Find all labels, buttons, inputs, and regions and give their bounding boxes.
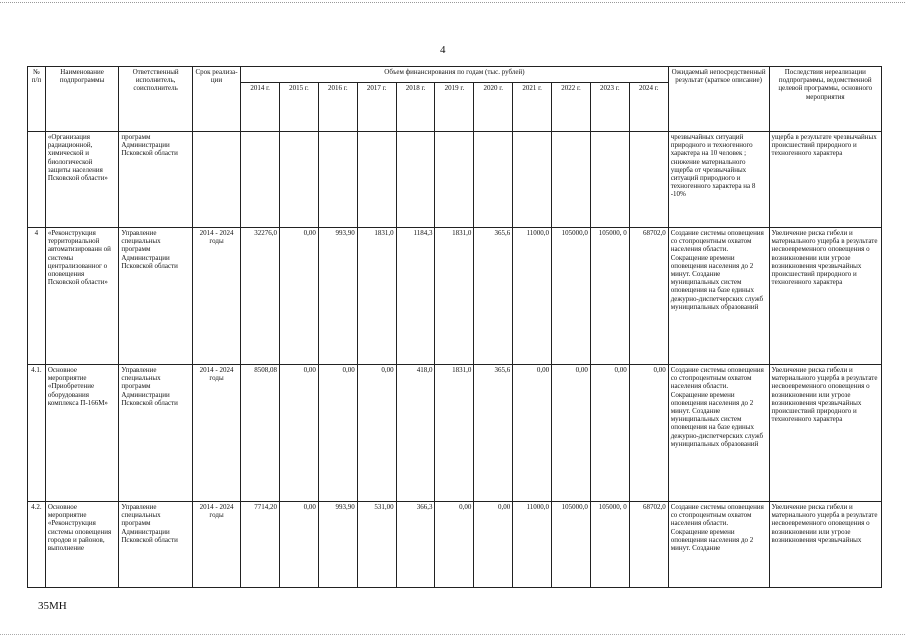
col-header-name: Наименование подпрограммы xyxy=(45,67,119,132)
row-expected: Создание системы оповещения со стопроцентным охватом населения области. Сокращение времени оповещения населения до 2 минут. Создание муниципальных систем оповещения на базе единых дежурно-диспетчерских служб муниципальных образований xyxy=(668,228,769,365)
scan-top-edge xyxy=(0,2,905,3)
row-responsible: программ Администрации Псковской области xyxy=(119,132,193,228)
row-consequences: ущерба в результате чрезвычайных происшествий природного и техногенного характера xyxy=(769,132,881,228)
row-name: «Организация радиационной, химической и биологической защиты населения Псковской области» xyxy=(45,132,119,228)
row-consequences: Увеличение риска гибели и материального ущерба в результате несвоевременного оповещения о возникновении или угрозе возникновения чрезвычайных происшествий природного и техногенного характера xyxy=(769,228,881,365)
value-cell: 531,00 xyxy=(357,502,396,588)
value-cell: 0,00 xyxy=(474,502,513,588)
value-cell: 0,00 xyxy=(552,365,591,502)
value-cell: 0,00 xyxy=(435,502,474,588)
program-table xyxy=(27,66,882,588)
row-responsible: Управление специальных программ Администрации Псковской области xyxy=(119,228,193,365)
value-cell xyxy=(318,132,357,228)
value-cell: 0,00 xyxy=(590,365,629,502)
table-row xyxy=(28,132,882,228)
value-cell: 1831,0 xyxy=(435,365,474,502)
row-expected: Создание системы оповещения со стопроцентным охватом населения области. Сокращение времени оповещения населения до 2 минут. Создание xyxy=(668,502,769,588)
value-cell: 105000, 0 xyxy=(590,502,629,588)
value-cell xyxy=(396,132,435,228)
year-header: 2015 г. xyxy=(280,83,319,132)
year-header: 2022 г. xyxy=(552,83,591,132)
value-cell: 0,00 xyxy=(513,365,552,502)
col-header-term: Срок реализа-ции xyxy=(192,67,240,132)
value-cell: 68702,0 xyxy=(629,502,668,588)
row-responsible: Управление специальных программ Администрации Псковской области xyxy=(119,365,193,502)
year-header: 2016 г. xyxy=(318,83,357,132)
value-cell: 1831,0 xyxy=(435,228,474,365)
col-header-expected: Ожидаемый непосредственный результат (краткое описание) xyxy=(668,67,769,132)
value-cell: 0,00 xyxy=(280,228,319,365)
value-cell xyxy=(552,132,591,228)
value-cell: 365,6 xyxy=(474,228,513,365)
year-header: 2024 г. xyxy=(629,83,668,132)
year-header: 2023 г. xyxy=(590,83,629,132)
value-cell: 0,00 xyxy=(280,365,319,502)
year-header: 2020 г. xyxy=(474,83,513,132)
scan-bottom-edge xyxy=(0,634,905,635)
row-name: Основное мероприятие «Реконструкция системы оповещения городов и районов, выполнение xyxy=(45,502,119,588)
value-cell xyxy=(590,132,629,228)
row-name: Основное мероприятие «Приобретение оборудования комплекса П-166М» xyxy=(45,365,119,502)
value-cell: 32276,0 xyxy=(241,228,280,365)
year-header: 2021 г. xyxy=(513,83,552,132)
col-header-funding: Объем финансирования по годам (тыс. рублей) xyxy=(241,67,669,83)
table-row xyxy=(28,502,882,588)
value-cell xyxy=(241,132,280,228)
header-row-1 xyxy=(28,67,882,83)
value-cell: 418,0 xyxy=(396,365,435,502)
value-cell xyxy=(435,132,474,228)
year-header: 2018 г. xyxy=(396,83,435,132)
value-cell: 0,00 xyxy=(280,502,319,588)
value-cell: 105000, 0 xyxy=(590,228,629,365)
year-header: 2017 г. xyxy=(357,83,396,132)
col-header-consequences: Последствия нереализации подпрограммы, ведомственной целевой программы, основного мероприятия xyxy=(769,67,881,132)
row-consequences: Увеличение риска гибели и материального ущерба в результате несвоевременного оповещения о возникновении или угрозе возникновения чрезвычайных происшествий природного и техногенного характера xyxy=(769,365,881,502)
value-cell: 993,90 xyxy=(318,228,357,365)
page-number: 4 xyxy=(440,44,446,56)
row-term: 2014 - 2024 годы xyxy=(192,502,240,588)
row-responsible: Управление специальных программ Администрации Псковской области xyxy=(119,502,193,588)
value-cell: 366,3 xyxy=(396,502,435,588)
value-cell: 105000,0 xyxy=(552,228,591,365)
value-cell: 993,90 xyxy=(318,502,357,588)
value-cell: 8508,08 xyxy=(241,365,280,502)
row-expected: Создание системы оповещения со стопроцентным охватом населения области. Сокращение времени оповещения населения до 2 минут. Создание муниципальных систем оповещения на базе единых дежурно-диспетчерских служб муниципальных образований xyxy=(668,365,769,502)
row-num xyxy=(28,132,46,228)
row-term: 2014 - 2024 годы xyxy=(192,365,240,502)
col-header-responsible: Ответственный исполнитель, соисполнитель xyxy=(119,67,193,132)
value-cell: 11000,0 xyxy=(513,228,552,365)
col-header-num: № п/п xyxy=(28,67,46,132)
value-cell xyxy=(513,132,552,228)
value-cell: 7714,20 xyxy=(241,502,280,588)
value-cell: 11000,0 xyxy=(513,502,552,588)
footer-code: 35МН xyxy=(38,600,67,612)
year-header: 2014 г. xyxy=(241,83,280,132)
value-cell: 0,00 xyxy=(357,365,396,502)
value-cell xyxy=(357,132,396,228)
table-row xyxy=(28,365,882,502)
value-cell: 0,00 xyxy=(318,365,357,502)
row-num: 4.1. xyxy=(28,365,46,502)
row-term: 2014 - 2024 годы xyxy=(192,228,240,365)
value-cell: 1831,0 xyxy=(357,228,396,365)
value-cell: 68702,0 xyxy=(629,228,668,365)
value-cell xyxy=(280,132,319,228)
row-expected: чрезвычайных ситуаций природного и техногенного характера на 10 человек ; снижение материального ущерба от чрезвычайных ситуаций природного и техногенного характера на 8 -10% xyxy=(668,132,769,228)
row-num: 4.2. xyxy=(28,502,46,588)
row-num: 4 xyxy=(28,228,46,365)
row-name: «Реконструкция территориальной автоматизированн ой системы централизованног о оповещения Псковской области» xyxy=(45,228,119,365)
row-term xyxy=(192,132,240,228)
value-cell xyxy=(474,132,513,228)
table-row xyxy=(28,228,882,365)
year-header: 2019 г. xyxy=(435,83,474,132)
value-cell xyxy=(629,132,668,228)
row-consequences: Увеличение риска гибели и материального ущерба в результате несвоевременного оповещения о возникновении или угрозе возникновения чрезвычайных xyxy=(769,502,881,588)
value-cell: 1184,3 xyxy=(396,228,435,365)
value-cell: 365,6 xyxy=(474,365,513,502)
value-cell: 105000,0 xyxy=(552,502,591,588)
value-cell: 0,00 xyxy=(629,365,668,502)
